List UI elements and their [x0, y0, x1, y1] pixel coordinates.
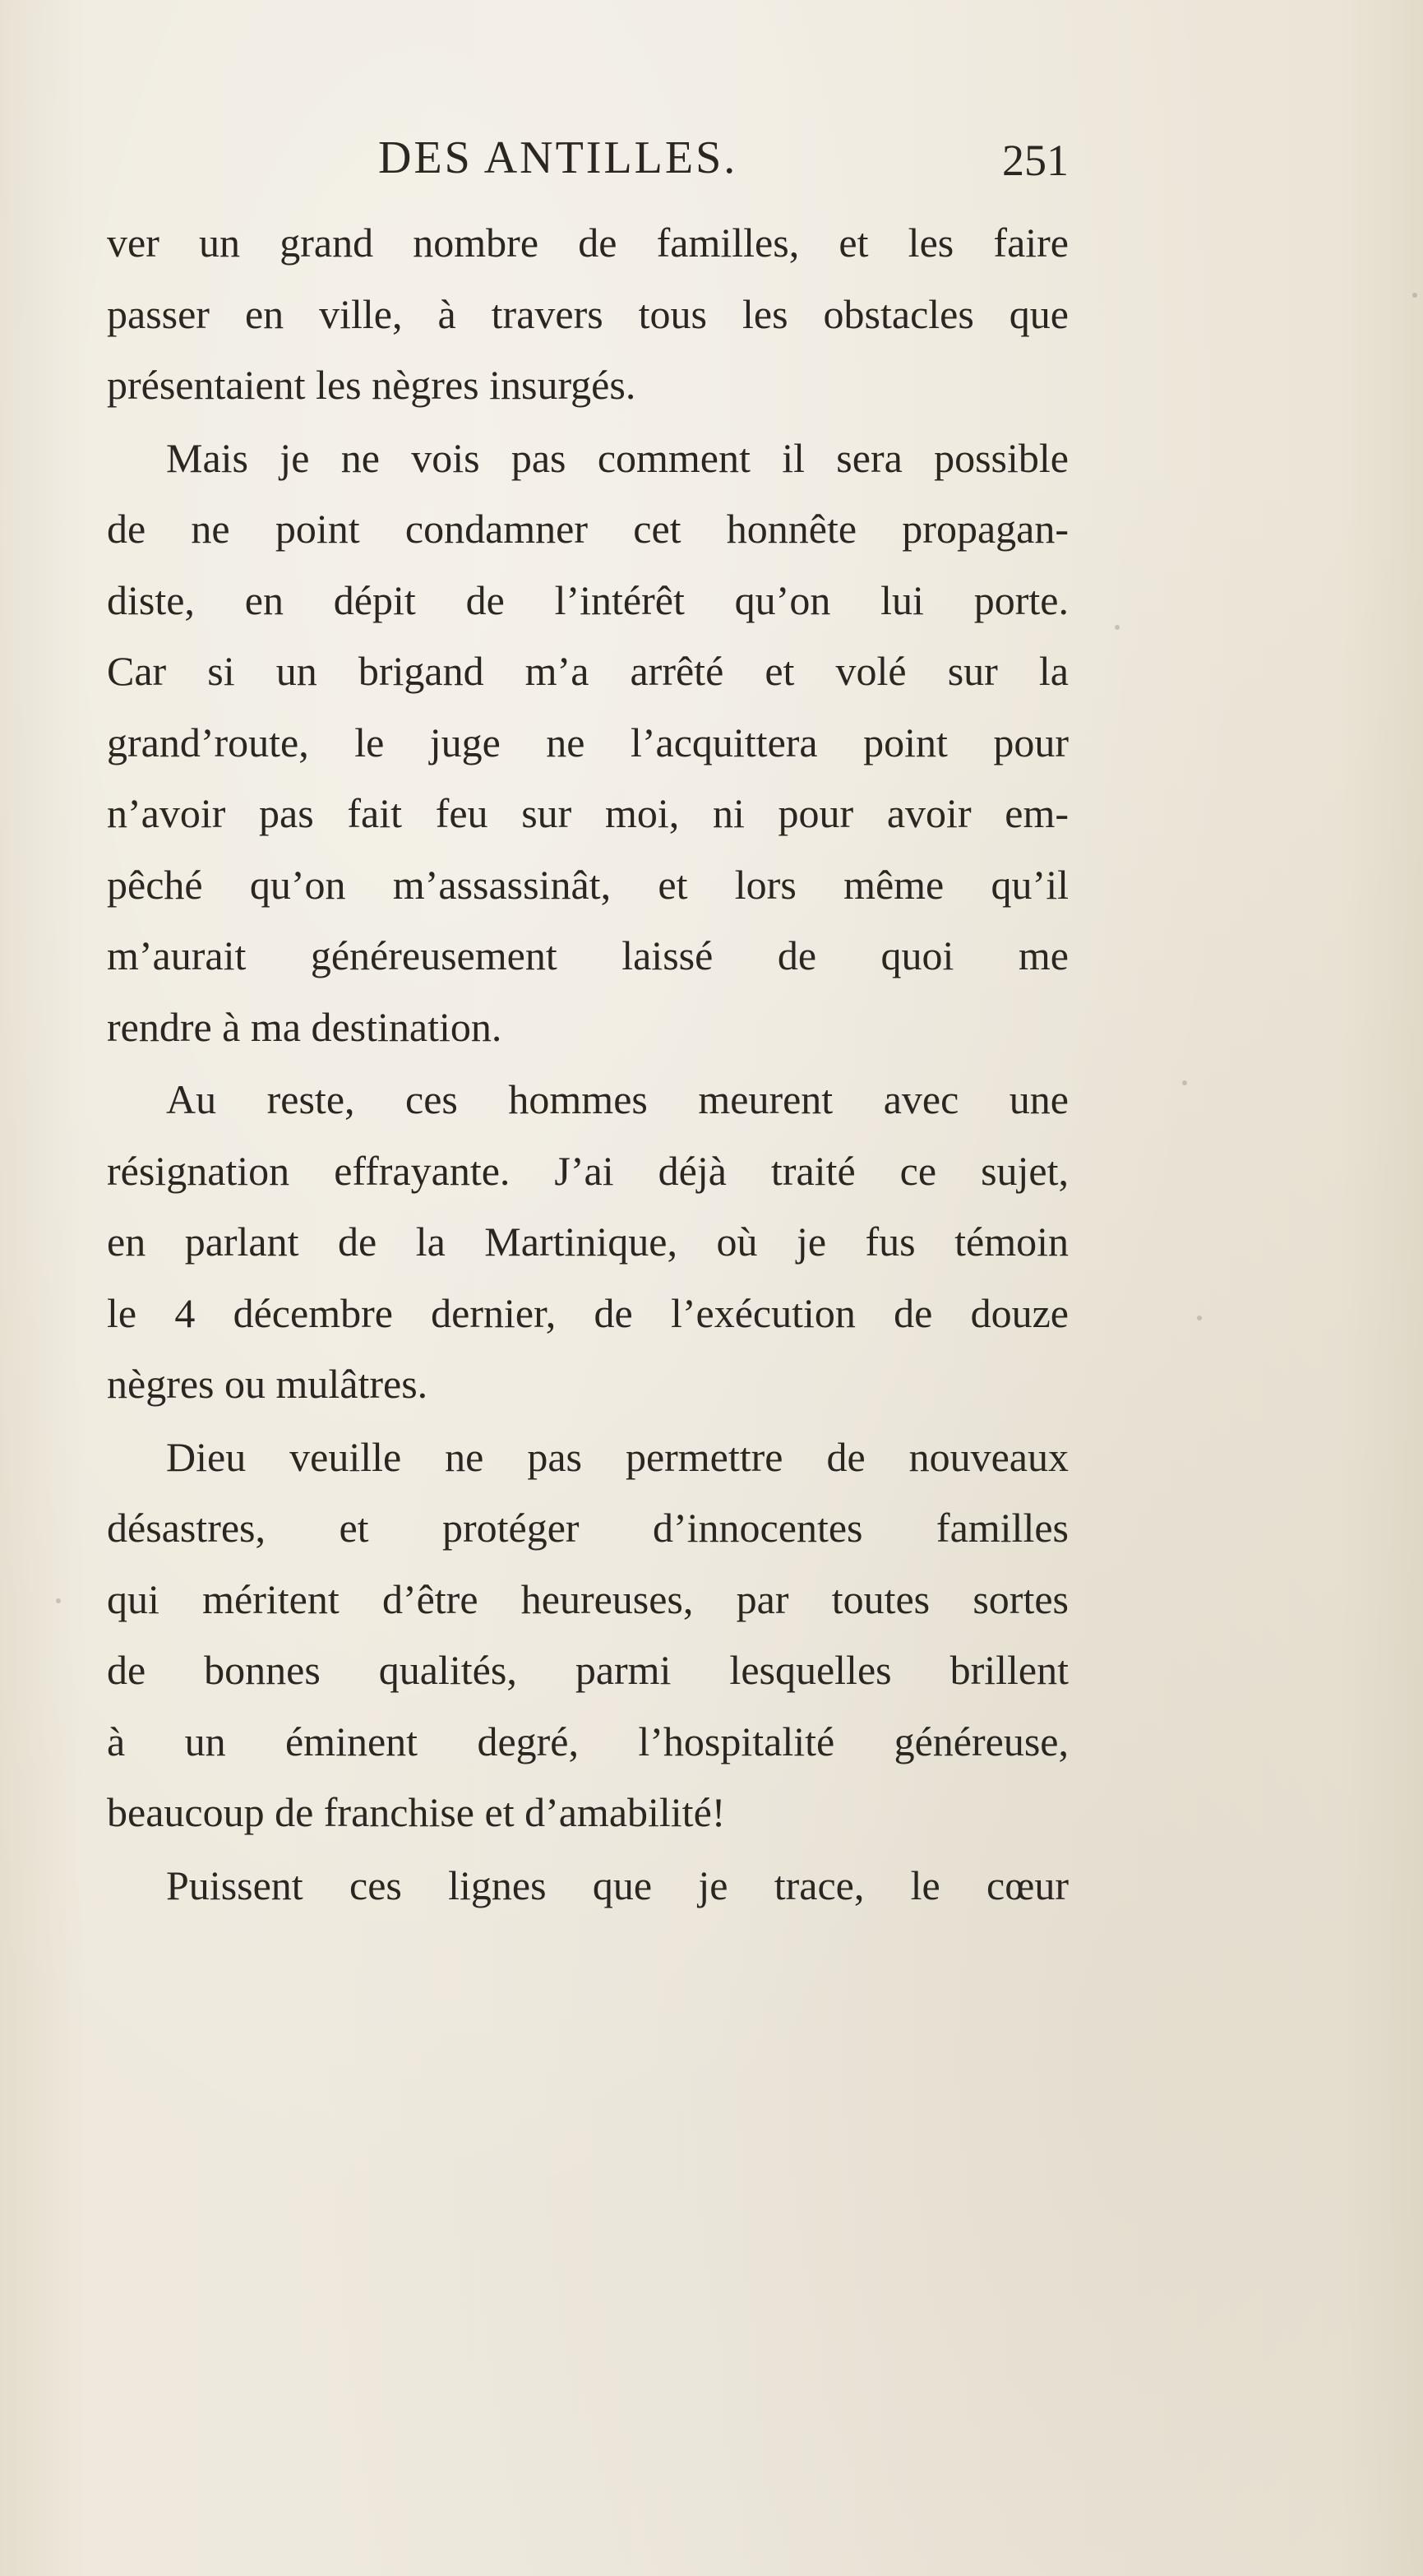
- text-line: présentaient les nègres insurgés.: [107, 362, 636, 408]
- paragraph-4: [107, 1422, 1069, 1848]
- page-number: 251: [1002, 136, 1069, 185]
- paragraph-3: [107, 1064, 1069, 1420]
- text-line: qui méritent d’être heureuses, par toutes sortes: [107, 1575, 1069, 1622]
- paper-speck: [1197, 1316, 1202, 1320]
- text-line: en parlant de la Martinique, où je fus témoin: [107, 1219, 1069, 1265]
- paper-speck: [56, 1598, 61, 1603]
- paper-speck: [1115, 625, 1120, 630]
- text-line: à un éminent degré, l’hospitalité généreuse,: [107, 1718, 1069, 1764]
- text-line: désastres, et protéger d’innocentes familles: [107, 1505, 1069, 1551]
- text-line: passer en ville, à travers tous les obstacles que: [107, 290, 1069, 337]
- text-line: diste, en dépit de l’intérêt qu’on lui porte.: [107, 576, 1069, 623]
- running-head: [107, 132, 1069, 197]
- text-line: de bonnes qualités, parmi lesquelles brillent: [107, 1647, 1069, 1693]
- text-line: grand’route, le juge ne l’acquittera point pour: [107, 719, 1069, 765]
- text-line: le 4 décembre dernier, de l’exécution de douze: [107, 1289, 1069, 1336]
- text-line: Car si un brigand m’a arrêté et volé sur la: [107, 648, 1069, 694]
- paper-speck: [1412, 293, 1417, 298]
- text-line: m’aurait généreusement laissé de quoi me: [107, 932, 1069, 978]
- text-line: n’avoir pas fait feu sur moi, ni pour avoir em-: [107, 790, 1069, 836]
- paragraph-1: [107, 207, 1069, 421]
- text-line: ver un grand nombre de familles, et les faire: [107, 220, 1069, 266]
- paragraph-2: [107, 423, 1069, 1063]
- text-line: Au reste, ces hommes meurent avec une: [166, 1076, 1069, 1122]
- running-title: DES ANTILLES.: [378, 132, 738, 183]
- text-line: pêché qu’on m’assassinât, et lors même qu’il: [107, 861, 1069, 908]
- text-line: de ne point condamner cet honnête propagan-: [107, 506, 1069, 552]
- text-line: Dieu veuille ne pas permettre de nouveaux: [166, 1433, 1069, 1480]
- text-line: beaucoup de franchise et d’amabilité!: [107, 1789, 726, 1835]
- text-line: résignation effrayante. J’ai déjà traité ce sujet,: [107, 1147, 1069, 1194]
- body-text: [107, 207, 1069, 1922]
- text-line: rendre à ma destination.: [107, 1003, 502, 1050]
- text-line: Puissent ces lignes que je trace, le cœur: [166, 1861, 1069, 1908]
- text-line: nègres ou mulâtres.: [107, 1361, 428, 1407]
- paragraph-5: [107, 1850, 1069, 1922]
- text-line: Mais je ne vois pas comment il sera possible: [166, 434, 1069, 481]
- paper-speck: [1182, 1080, 1187, 1085]
